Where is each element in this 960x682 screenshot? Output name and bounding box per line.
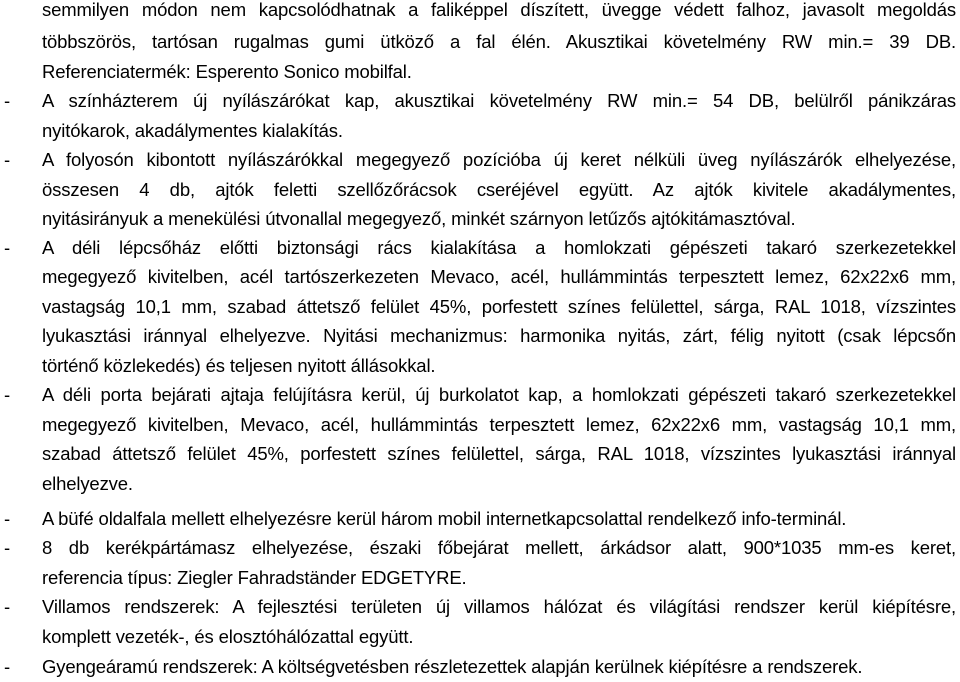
- list-item-line: szabad áttetsző felület 45%, porfestett színes felülettel, sárga, RAL 1018, vízszintes lyukasztási iránnyal: [42, 443, 956, 464]
- list-bullet: -: [4, 237, 11, 258]
- list-bullet: -: [4, 596, 11, 617]
- list-bullet: -: [4, 90, 11, 111]
- list-item-line: megegyező kivitelben, acél tartószerkezeten Mevaco, acél, hullámmintás terpesztett lemez, 62x22x6 mm,: [42, 266, 956, 287]
- list-item-line: referencia típus: Ziegler Fahradständer EDGETYRE.: [42, 567, 467, 588]
- list-item-line: történő közlekedés) és teljesen nyitott állásokkal.: [42, 355, 436, 376]
- list-item-line: A büfé oldalfala mellett elhelyezésre kerül három mobil internetkapcsolattal rendelkező info-terminál.: [42, 508, 847, 529]
- list-item-line: vastagság 10,1 mm, szabad áttetsző felület 45%, porfestett színes felülettel, sárga, RAL 1018, vízszintes: [42, 296, 956, 317]
- list-item-line: megegyező kivitelben, Mevaco, acél, hullámmintás terpesztett lemez, 62x22x6 mm, vastagság 10,1 mm,: [42, 414, 956, 435]
- paragraph-line: többszörös, tartósan rugalmas gumi ütköző a fal élén. Akusztikai követelmény RW min.= 39 DB.: [42, 31, 956, 52]
- paragraph-line: Referenciatermék: Esperento Sonico mobilfal.: [42, 61, 412, 82]
- list-bullet: -: [4, 508, 11, 529]
- list-item-line: A déli porta bejárati ajtaja felújításra kerül, új burkolatot kap, a homlokzati gépészeti takaró szerkezetekkel: [42, 384, 956, 405]
- list-item-line: összesen 4 db, ajtók feletti szellőzőrácsok cseréjével együtt. Az ajtók kivitele akadálymentes,: [42, 179, 956, 200]
- list-item-line: Villamos rendszerek: A fejlesztési területen új villamos hálózat és világítási rendszer kerül kiépítésre,: [42, 596, 956, 617]
- list-bullet: -: [4, 656, 11, 677]
- paragraph-line: semmilyen módon nem kapcsolódhatnak a faliképpel díszített, üvegge védett falhoz, javasolt megoldás: [42, 0, 956, 20]
- list-item-line: A déli lépcsőház előtti biztonsági rács kialakítása a homlokzati gépészeti takaró szerkezetekkel: [42, 237, 956, 258]
- list-item-line: elhelyezve.: [42, 473, 133, 494]
- list-item-line: nyitókarok, akadálymentes kialakítás.: [42, 120, 343, 141]
- list-item-line: lyukasztási iránnyal elhelyezve. Nyitási mechanizmus: harmonika nyitás, zárt, félig nyitott (csak lépcsőn: [42, 325, 956, 346]
- list-bullet: -: [4, 384, 11, 405]
- list-item-line: komplett vezeték-, és elosztóhálózattal együtt.: [42, 626, 414, 647]
- list-item-line: Gyengeáramú rendszerek: A költségvetésben részletezettek alapján kerülnek kiépítésre a rendszerek.: [42, 656, 863, 677]
- list-bullet: -: [4, 537, 11, 558]
- list-item-line: A színházterem új nyílászárókat kap, akusztikai követelmény RW min.= 54 DB, belülről pánikzáras: [42, 90, 956, 111]
- list-item-line: A folyosón kibontott nyílászárókkal megegyező pozícióba új keret nélküli üveg nyílászárók elhelyezése,: [42, 149, 956, 170]
- list-item-line: 8 db kerékpártámasz elhelyezése, északi főbejárat mellett, árkádsor alatt, 900*1035 mm-es keret,: [42, 537, 956, 558]
- list-item-line: nyitásirányuk a menekülési útvonallal megegyező, minkét szárnyon letűzős ajtókitámasztóval.: [42, 208, 796, 229]
- list-bullet: -: [4, 149, 11, 170]
